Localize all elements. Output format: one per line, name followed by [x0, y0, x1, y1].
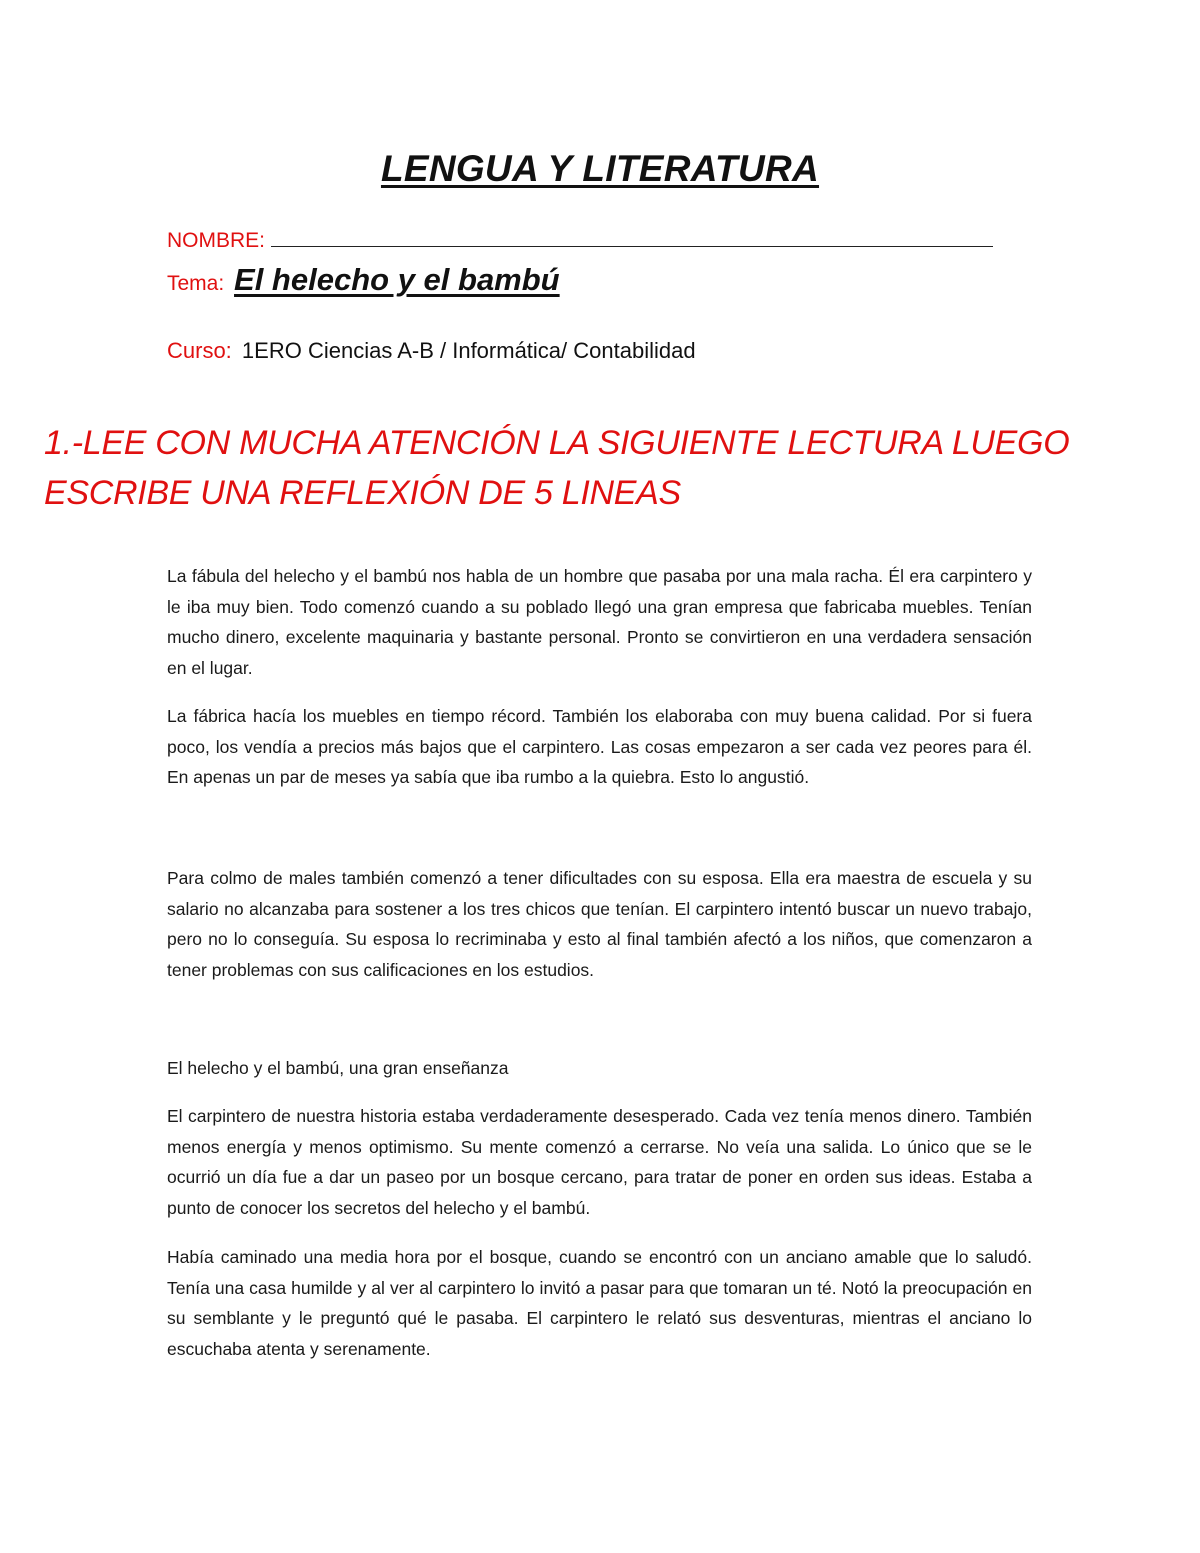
course-label: Curso: — [167, 338, 232, 363]
reading-subheading: El helecho y el bambú, una gran enseñanza — [167, 1058, 509, 1078]
name-field — [167, 226, 993, 253]
reading-paragraph: El carpintero de nuestra historia estaba verdaderamente desesperado. Cada vez tenía menos dinero. También menos energía y menos optimismo. Su mente comenzó a cerrarse. No veía una salida. Lo único que se le ocurrió un día fue a dar un paseo por un bosque cercano, para tratar de poner en orden sus ideas. Estaba a punto de conocer los secretos del helecho y el bambú. — [167, 1106, 1032, 1218]
name-label: NOMBRE: — [167, 229, 266, 252]
instruction-heading: 1.-LEE CON MUCHA ATENCIÓN LA SIGUIENTE LECTURA LUEGO ESCRIBE UNA REFLEXIÓN DE 5 LINEAS — [44, 424, 1070, 512]
topic-value: El helecho y el bambú — [234, 262, 560, 297]
document-title: LENGUA Y LITERATURA — [380, 148, 820, 189]
topic-label: Tema: — [167, 272, 225, 295]
topic-field — [167, 262, 560, 298]
reading-paragraph: Para colmo de males también comenzó a tener dificultades con su esposa. Ella era maestra de escuela y su salario no alcanzaba para sostener a los tres chicos que tenían. El carpintero intentó buscar un nuevo trabajo, pero no lo conseguía. Su esposa lo recriminaba y esto al final también afectó a los niños, que comenzaron a tener problemas con sus calificaciones en los estudios. — [167, 868, 1032, 980]
course-field — [167, 338, 696, 364]
reading-paragraph: Había caminado una media hora por el bosque, cuando se encontró con un anciano amable que lo saludó. Tenía una casa humilde y al ver al carpintero lo invitó a pasar para que tomaran un té. Notó la preocupación en su semblante y le preguntó qué le pasaba. El carpintero le relató sus desventuras, mientras el anciano lo escuchaba atenta y serenamente. — [167, 1247, 1032, 1359]
reading-paragraph: La fábula del helecho y el bambú nos habla de un hombre que pasaba por una mala racha. Él era carpintero y le iba muy bien. Todo comenzó cuando a su poblado llegó una gran empresa que fabricaba muebles. Tenían mucho dinero, excelente maquinaria y bastante personal. Pronto se convirtieron en una verdadera sensación en el lugar. — [167, 566, 1032, 678]
name-blank-line — [271, 226, 993, 247]
reading-paragraph: La fábrica hacía los muebles en tiempo récord. También los elaboraba con muy buena calidad. Por si fuera poco, los vendía a precios más bajos que el carpintero. Las cosas empezaron a ser cada vez peores para él. En apenas un par de meses ya sabía que iba rumbo a la quiebra. Esto lo angustió. — [167, 706, 1032, 787]
course-value: 1ERO Ciencias A-B / Informática/ Contabilidad — [241, 338, 696, 363]
